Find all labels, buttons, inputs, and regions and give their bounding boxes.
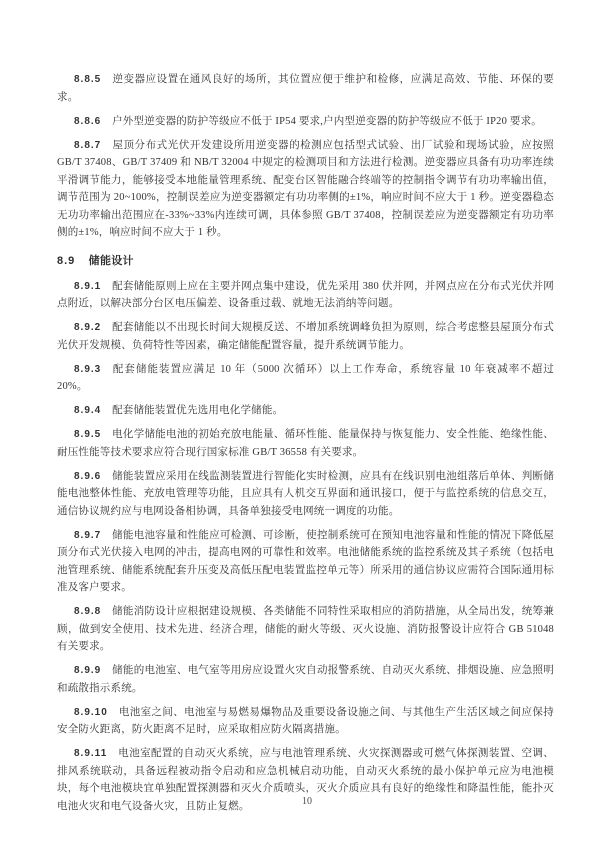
clause-8-9-10 [57, 704, 554, 739]
clause-8-9-8 [57, 603, 554, 656]
clause-text: 配套储能装置应满足 10 年（5000 次循环）以上工作寿命，系统容量 10 年衰减率不超过 20%。 [57, 363, 555, 392]
page-footer [0, 791, 614, 809]
clause-number: 8.9.1 [74, 280, 102, 292]
clause-text: 储能消防设计应根据建设规模、各类储能不同特性采取相应的消防措施，从全局出发，统筹兼顾，做到安全使用、技术先进、经济合理，储能的耐火等级、灭火设施、消防报警设计应符合 GB 51048 有关要求。 [57, 606, 554, 652]
clause-8-9-1 [57, 278, 554, 313]
clause-text: 屋顶分布式光伏开发建设所用逆变器的检测应包括型式试验、出厂试验和现场试验，应按照 GB/T 37408、GB/T 37409 和 NB/T 32004 中规定的检测项目和方法进行检测。逆变器应具备有功功率连续平滑调节能力，能够接受本地能量管理系统、配变台区智能融合终端等的控制指令调节有功功率输出值，调节范围为 20~100%，控制误差应为逆变器额定有功功率侧的±1%，响应时间不应大于 1 秒。逆变器稳态无功功率输出范围应在-33%~33%内连续可调，具体参照 GB/T 37408，控制误差应为逆变器额定有功功率侧的±1%，响应时间不应大于 1 秒。 [57, 139, 555, 238]
clause-8-9-9 [57, 662, 554, 697]
clause-text: 配套储能原则上应在主要并网点集中建设，优先采用 380 伏并网，并网点应在分布式光伏并网点附近，以解决部分台区电压偏差、设备重过载、就地无法消纳等问题。 [57, 280, 554, 309]
clause-number: 8.9.8 [74, 606, 102, 617]
clause-number: 8.8.7 [74, 139, 102, 151]
clause-8-9-6 [57, 468, 554, 521]
clause-number: 8.8.6 [74, 115, 102, 127]
page-number: 10 [302, 796, 312, 807]
section-heading-8-9 [57, 253, 554, 269]
clause-8-9-4 [57, 402, 554, 420]
clause-8-9-5 [57, 426, 554, 461]
clause-text: 电化学储能电池的初始充放电能量、循环性能、能量保持与恢复能力、安全性能、绝缘性能、耐压性能等技术要求应符合现行国家标准 GB/T 36558 有关要求。 [57, 429, 554, 458]
clause-text: 储能装置应采用在线监测装置进行智能化实时检测，应具有在线识别电池组落后单体、判断储能电池整体性能、充放电管理等功能，且应具有人机交互界面和通讯接口，便于与监控系统的信息交互，通信协议规约应与电网设备相协调，具备单独接受电网统一调度的功能。 [57, 470, 554, 517]
clause-8-8-6 [57, 113, 554, 131]
clause-number: 8.9.4 [74, 405, 102, 416]
clause-text: 储能电池容量和性能应可检测、可诊断，使控制系统可在预知电池容量和性能的情况下降低屋顶分布式光伏接入电网的冲击，提高电网的可靠性和效率。电池储能系统的监控系统及其子系统（包括电池管理系统、储能系统配套升压变及高低压配电装置监控单元等）所采用的通信协议应需符合国际通用标准及客户要求。 [57, 529, 554, 593]
clause-text: 储能的电池室、电气室等用房应设置火灾自动报警系统、自动灭火系统、排烟设施、应急照明和疏散指示系统。 [57, 665, 554, 694]
clause-text: 电池室配置的自动灭火系统，应与电池管理系统、火灾探测器或可燃气体探测装置、空调、排风系统联动，具备远程被动指令启动和应急机械启动功能，自动灭火系统的最小保护单元应为电池模块，每个电池模块宜单独配置探测器和灭火介质喷头，灭火介质应具有良好的绝缘性和降温性能，能扑灭电池火灾和电气设备火灾，且防止复燃。 [57, 748, 555, 812]
clause-number: 8.9.7 [74, 529, 102, 541]
clause-number: 8.9.3 [74, 363, 102, 375]
clause-8-8-7 [57, 137, 554, 242]
heading-number: 8.9 [57, 254, 76, 267]
document-content [57, 71, 554, 822]
clause-number: 8.9.6 [74, 470, 102, 482]
clause-8-8-5 [57, 71, 554, 106]
clause-number: 8.9.10 [74, 706, 108, 718]
clause-text: 电池室之间、电池室与易燃易爆物品及重要设备设施之间、与其他生产生活区域之间应保持安全防火距离，防火距离不足时，应采取相应防火隔离措施。 [57, 706, 555, 735]
clause-number: 8.8.5 [74, 74, 102, 85]
clause-text: 配套储能以不出现长时间大规模反送、不增加系统调峰负担为原则，综合考虑整县屋顶分布式光伏开发规模、负荷特性等因素，确定储能配置容量，提升系统调节能力。 [57, 322, 554, 351]
clause-8-9-2 [57, 319, 554, 354]
clause-number: 8.9.9 [74, 665, 102, 676]
clause-number: 8.9.11 [74, 748, 108, 759]
clause-number: 8.9.2 [74, 322, 102, 333]
clause-8-9-7 [57, 527, 554, 597]
heading-title: 储能设计 [88, 254, 134, 267]
clause-text: 户外型逆变器的防护等级应不低于 IP54 要求,户内型逆变器的防护等级应不低于 IP20 要求。 [112, 115, 542, 127]
clause-number: 8.9.5 [74, 429, 102, 440]
clause-8-9-3 [57, 361, 554, 396]
clause-text: 逆变器应设置在通风良好的场所，其位置应便于维护和检修，应满足高效、节能、环保的要求。 [57, 74, 555, 103]
clause-text: 配套储能装置优先选用电化学储能。 [112, 405, 284, 416]
